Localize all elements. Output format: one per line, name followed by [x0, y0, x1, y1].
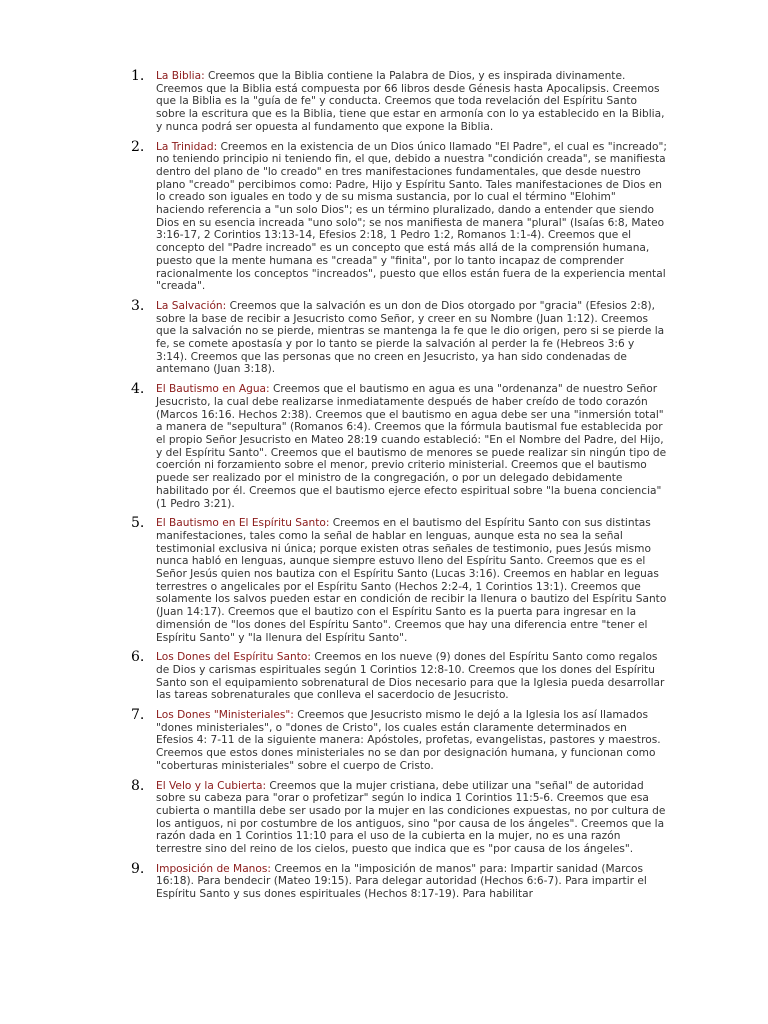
list-item [131, 517, 667, 644]
item-body [156, 780, 667, 856]
item-text: Creemos que la Biblia contiene la Palabra de Dios, y es inspirada divinamente. Creemos que la Biblia está compuesta por 66 libros desde Génesis hasta Apocalipsis. Creemos que la Biblia es la "guía de fe" y conducta. Creemos que toda revelación del Espíritu Santo sobre la escritura que es la Biblia, tiene que estar en armonía con lo ya establecido en la Biblia, y nunca podrá ser opuesta al fundamento que expone la Biblia. [156, 70, 665, 133]
item-number: 8. [131, 777, 145, 794]
item-title: Imposición de Manos: [156, 862, 271, 875]
list-item [131, 777, 667, 856]
item-title: Los Dones del Espíritu Santo: [156, 651, 311, 664]
item-text: Creemos en la "imposición de manos" para: Impartir sanidad (Marcos 16:18). Para bendecir (Mateo 19:15). Para delegar autoridad (Hechos 6:6-7). Para impartir el Espíritu Santo y sus dones espirituales (Hechos 8:17-19). Para habilitar [156, 862, 647, 901]
item-title: El Bautismo en Agua: [156, 383, 270, 396]
list-item [131, 138, 667, 293]
item-title: La Salvación: [156, 299, 227, 312]
item-text: Creemos que Jesucristo mismo le dejó a la Iglesia los así llamados "dones ministeriales", o "dones de Cristo", los cuales están claramente determinados en Efesios 4: 7-11 de la siguiente manera: Apóstoles, profetas, evangelistas, pastores y maestros. Creemos que estos dones ministeriales no se dan por designación humana, y funcionan como "coberturas ministeriales" sobre el cuerpo de Cristo. [156, 709, 661, 772]
item-body [156, 651, 667, 702]
item-number: 2. [131, 138, 145, 155]
item-text: Creemos que la mujer cristiana, debe utilizar una "señal" de autoridad sobre su cabeza para "orar o profetizar" según lo indica 1 Corintios 11:5-6. Creemos que esa cubierta o mantilla debe ser usado por la mujer en las condiciones expuestas, no por cultura de los antiguos, ni por costumbre de los antiguos, sino "por causa de los ángeles". Creemos que la razón dada en 1 Corintios 11:10 para el uso de la cubierta en la mujer, no es una razón terrestre sino del reino de los cielos, puesto que indica que es "por causa de los ángeles". [156, 779, 666, 856]
list-item [131, 70, 667, 134]
beliefs-list [131, 70, 667, 908]
item-title: El Velo y la Cubierta: [156, 779, 267, 792]
item-title: La Trinidad: [156, 140, 218, 153]
item-number: 5. [131, 515, 145, 532]
item-number: 3. [131, 297, 145, 314]
item-body [156, 141, 667, 293]
item-title: La Biblia: [156, 70, 205, 82]
item-body [156, 383, 667, 510]
item-number: 7. [131, 707, 145, 724]
item-title: Los Dones "Ministeriales": [156, 709, 294, 722]
list-item [131, 383, 667, 510]
list-item [131, 651, 667, 702]
item-text: Creemos en el bautismo del Espíritu Santo con sus distintas manifestaciones, tales como la señal de hablar en lenguas, aunque esta no sea la señal testimonial exclusiva ni única; porque existen otras señales de testimonio, pues Jesús mismo nunca habló en lenguas, aunque siempre estuvo lleno del Espíritu Santo. Creemos que es el Señor Jesús quien nos bautiza con el Espíritu Santo (Lucas 3:16). Creemos en hablar en leguas terrestres o angelicales por el Espíritu Santo (Hechos 2:2-4, 1 Corintios 13:1). Creemos que solamente los salvos pueden estar en condición de recibir la llenura o bautizo del Espíritu Santo (Juan 14:17). Creemos que el bautizo con el Espíritu Santo es la puerta para ingresar en la dimensión de "los dones del Espíritu Santo". Creemos que hay una diferencia entre "tener el Espíritu Santo" y "la llenura del Espíritu Santo". [156, 517, 667, 644]
item-number: 4. [131, 381, 145, 398]
item-body [156, 709, 667, 773]
item-text: Creemos que la salvación es un don de Dios otorgado por "gracia" (Efesios 2:8), sobre la base de recibir a Jesucristo como Señor, y creer en su Nombre (Juan 1:12). Creemos que la salvación no se pierde, mientras se mantenga la fe que le dio origen, pero si se pierde la fe, se comete apostasía y por lo tanto se pierde la salvación al perder la fe (Hebreos 3:6 y 3:14). Creemos que las personas que no creen en Jesucristo, ya han sido condenadas de antemano (Juan 3:18). [156, 299, 665, 376]
item-body [156, 517, 667, 644]
list-item [131, 297, 667, 376]
list-item [131, 709, 667, 773]
item-text: Creemos en los nueve (9) dones del Espíritu Santo como regalos de Dios y carismas espirituales según 1 Corintios 12:8-10. Creemos que los dones del Espíritu Santo son el equipamiento sobrenatural de Dios necesario para que la Iglesia pueda desarrollar las tareas sobrenaturales que conlleva el sacerdocio de Jesucristo. [156, 651, 665, 702]
item-number: 9. [131, 860, 145, 877]
item-number: 1. [131, 68, 145, 84]
item-body [156, 300, 667, 376]
item-text: Creemos que el bautismo en agua es una "ordenanza" de nuestro Señor Jesucristo, la cual debe realizarse inmediatamente después de haber creído de todo corazón (Marcos 16:16. Hechos 2:38). Creemos que el bautismo en agua debe ser una "inmersión total" a manera de "sepultura" (Romanos 6:4). Creemos que la fórmula bautismal fue establecida por el propio Señor Jesucristo en Mateo 28:19 cuando estableció: "En el Nombre del Padre, del Hijo, y del Espíritu Santo". Creemos que el bautismo de menores se puede realizar sin ningún tipo de coerción ni forzamiento sobre el menor, previo criterio ministerial. Creemos que el bautismo puede ser realizado por el ministro de la congregación, o por un delegado debidamente habilitado por él. Creemos que el bautismo ejerce efecto espiritual sobre "la buena conciencia" (1 Pedro 3:21). [156, 383, 667, 510]
item-body [156, 70, 667, 134]
list-item [131, 860, 667, 901]
item-title: El Bautismo en El Espíritu Santo: [156, 517, 330, 530]
item-body [156, 863, 667, 901]
item-text: Creemos en la existencia de un Dios único llamado "El Padre", el cual es "increado"; no teniendo principio ni teniendo fin, el que, debido a nuestra "condición creada", se manifiesta dentro del plano de "lo creado" en tres manifestaciones fundamentales, que desde nuestro plano "creado" percibimos como: Padre, Hijo y Espíritu Santo. Tales manifestaciones de Dios en lo creado son iguales en todo y de su misma sustancia, por lo cual el término "Elohim" haciendo referencia a "un solo Dios"; es un término pluralizado, dando a entender que siendo Dios en su esencia increada "uno solo"; se nos manifiesta de manera "plural" (Isaías 6:8, Mateo 3:16-17, 2 Corintios 13:13-14, Efesios 2:18, 1 Pedro 1:2, Romanos 1:1-4). Creemos que el concepto del "Padre increado" es un concepto que está más allá de la comprensión humana, puesto que la mente humana es "creada" y "finita", por lo tanto incapaz de comprender racionalmente los conceptos "increados", puesto que ellos están fuera de la experiencia mental "creada". [156, 140, 667, 293]
item-number: 6. [131, 649, 145, 666]
